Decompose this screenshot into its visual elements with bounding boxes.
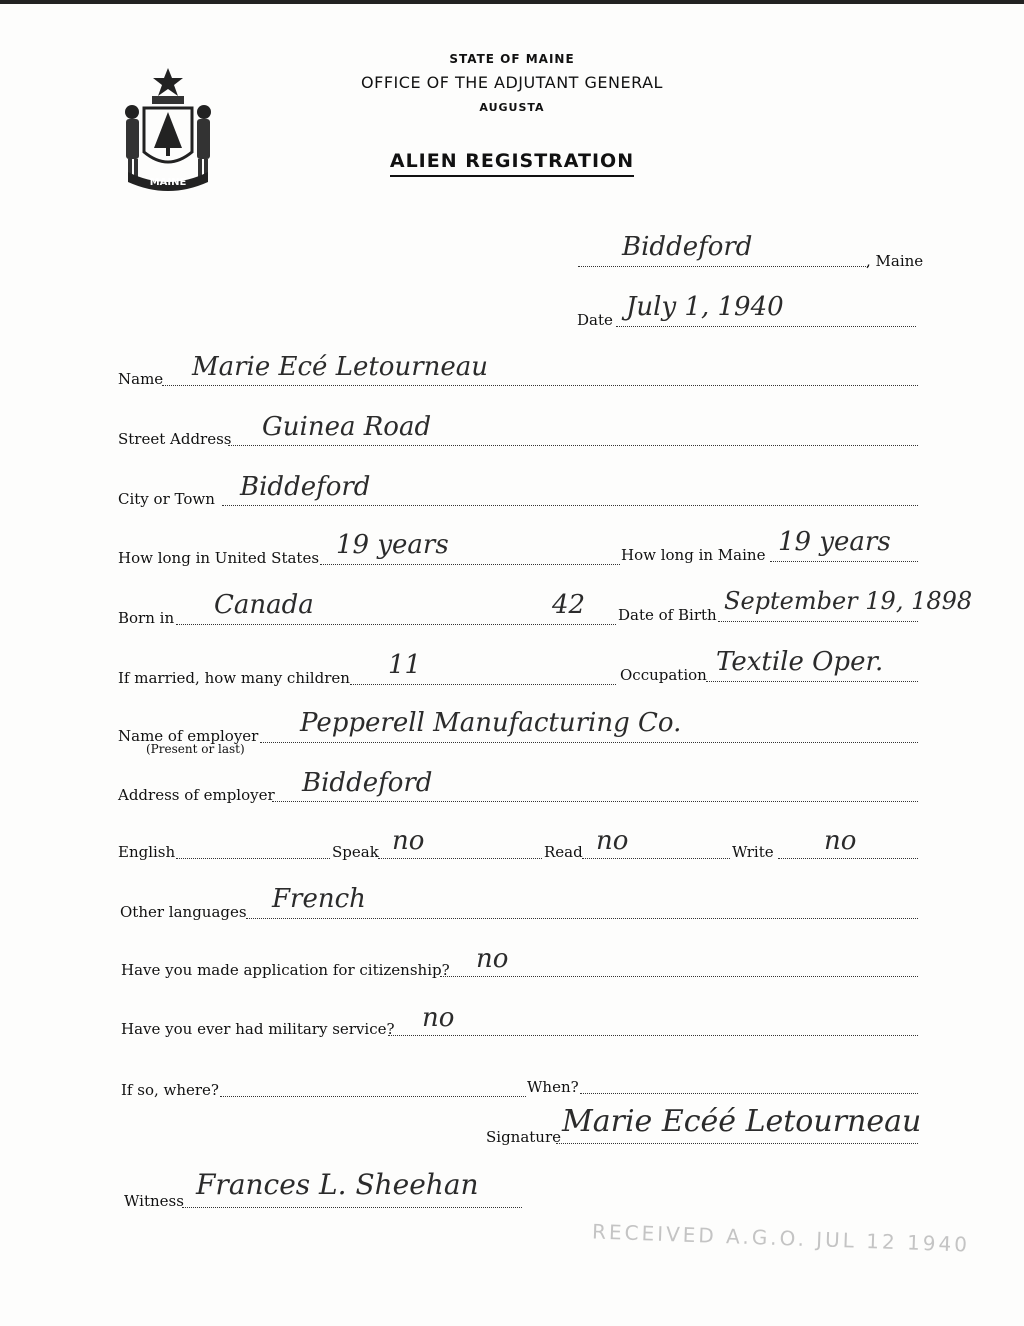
occupation-label: Occupation bbox=[620, 666, 707, 684]
other-languages-label: Other languages bbox=[120, 903, 247, 921]
speak-line bbox=[378, 858, 542, 859]
write-label: Write bbox=[732, 843, 774, 861]
military-label: Have you ever had military service? bbox=[121, 1020, 395, 1038]
how-long-us-label: How long in United States bbox=[118, 549, 320, 567]
english-label: English bbox=[118, 843, 176, 861]
street-line bbox=[228, 445, 918, 446]
date-value[interactable]: July 1, 1940 bbox=[626, 292, 784, 322]
received-stamp: RECEIVED A.G.O. JUL 12 1940 bbox=[591, 1219, 971, 1257]
name-label: Name bbox=[118, 370, 164, 388]
signature-line bbox=[556, 1143, 918, 1144]
born-in-value[interactable]: Canada bbox=[214, 590, 314, 620]
street-value[interactable]: Guinea Road bbox=[262, 412, 432, 442]
citizenship-value[interactable]: no bbox=[476, 944, 509, 974]
how-long-us-line bbox=[320, 564, 620, 565]
read-value[interactable]: no bbox=[596, 826, 629, 856]
witness-value[interactable]: Frances L. Sheehan bbox=[196, 1168, 479, 1201]
when-label: When? bbox=[527, 1078, 579, 1096]
date-line bbox=[616, 326, 916, 327]
military-line bbox=[388, 1035, 918, 1036]
other-languages-value[interactable]: French bbox=[272, 884, 366, 914]
military-value[interactable]: no bbox=[422, 1003, 455, 1033]
if-so-where-label: If so, where? bbox=[121, 1081, 219, 1099]
city-town-value[interactable]: Biddeford bbox=[240, 472, 371, 502]
state-heading: STATE OF MAINE bbox=[449, 52, 575, 66]
occupation-value[interactable]: Textile Oper. bbox=[716, 647, 884, 677]
witness-line bbox=[182, 1207, 522, 1208]
employer-address-label: Address of employer bbox=[118, 786, 275, 804]
name-value[interactable]: Marie Ecé Letourneau bbox=[192, 352, 489, 382]
signature-label: Signature bbox=[486, 1128, 562, 1146]
write-line bbox=[778, 858, 918, 859]
employer-label: Name of employer bbox=[118, 727, 259, 745]
age-value[interactable]: 42 bbox=[552, 590, 586, 620]
citizenship-line bbox=[440, 976, 918, 977]
where-line bbox=[220, 1096, 526, 1097]
employer-address-value[interactable]: Biddeford bbox=[302, 768, 433, 798]
form-title: ALIEN REGISTRATION bbox=[0, 150, 1024, 172]
date-of-birth-label: Date of Birth bbox=[618, 606, 717, 624]
witness-label: Witness bbox=[124, 1192, 184, 1210]
employer-value[interactable]: Pepperell Manufacturing Co. bbox=[300, 708, 682, 738]
place-line bbox=[578, 266, 868, 267]
born-in-label: Born in bbox=[118, 609, 175, 627]
employer-line bbox=[260, 742, 918, 743]
employer-address-line bbox=[272, 801, 918, 802]
city-heading: AUGUSTA bbox=[479, 101, 545, 114]
speak-label: Speak bbox=[332, 843, 379, 861]
date-label: Date bbox=[577, 311, 613, 329]
other-languages-line bbox=[246, 918, 918, 919]
how-long-maine-line bbox=[770, 561, 918, 562]
when-line bbox=[580, 1093, 918, 1094]
how-long-maine-value[interactable]: 19 years bbox=[778, 527, 891, 557]
city-town-label: City or Town bbox=[118, 490, 215, 508]
children-value[interactable]: 11 bbox=[388, 650, 422, 680]
speak-value[interactable]: no bbox=[392, 826, 425, 856]
svg-text:MAINE: MAINE bbox=[149, 177, 187, 188]
english-line bbox=[176, 858, 330, 859]
date-of-birth-value[interactable]: September 19, 1898 bbox=[724, 587, 973, 615]
read-line bbox=[582, 858, 730, 859]
date-of-birth-line bbox=[718, 621, 918, 622]
citizenship-label: Have you made application for citizenship? bbox=[121, 961, 450, 979]
employer-sublabel: (Present or last) bbox=[146, 742, 245, 756]
read-label: Read bbox=[544, 843, 583, 861]
place-value[interactable]: Biddeford bbox=[622, 232, 753, 262]
occupation-line bbox=[706, 681, 918, 682]
office-heading: OFFICE OF THE ADJUTANT GENERAL bbox=[361, 73, 663, 92]
how-long-us-value[interactable]: 19 years bbox=[336, 530, 449, 560]
signature-value[interactable]: Marie Ecéé Letourneau bbox=[562, 1104, 922, 1139]
name-line bbox=[162, 385, 918, 386]
how-long-maine-label: How long in Maine bbox=[621, 546, 766, 564]
children-line bbox=[350, 684, 616, 685]
write-value[interactable]: no bbox=[824, 826, 857, 856]
born-in-line bbox=[176, 624, 616, 625]
children-label: If married, how many children bbox=[118, 669, 350, 687]
maine-label: , Maine bbox=[866, 252, 924, 270]
top-border bbox=[0, 0, 1024, 4]
street-label: Street Address bbox=[118, 430, 232, 448]
city-town-line bbox=[222, 505, 918, 506]
